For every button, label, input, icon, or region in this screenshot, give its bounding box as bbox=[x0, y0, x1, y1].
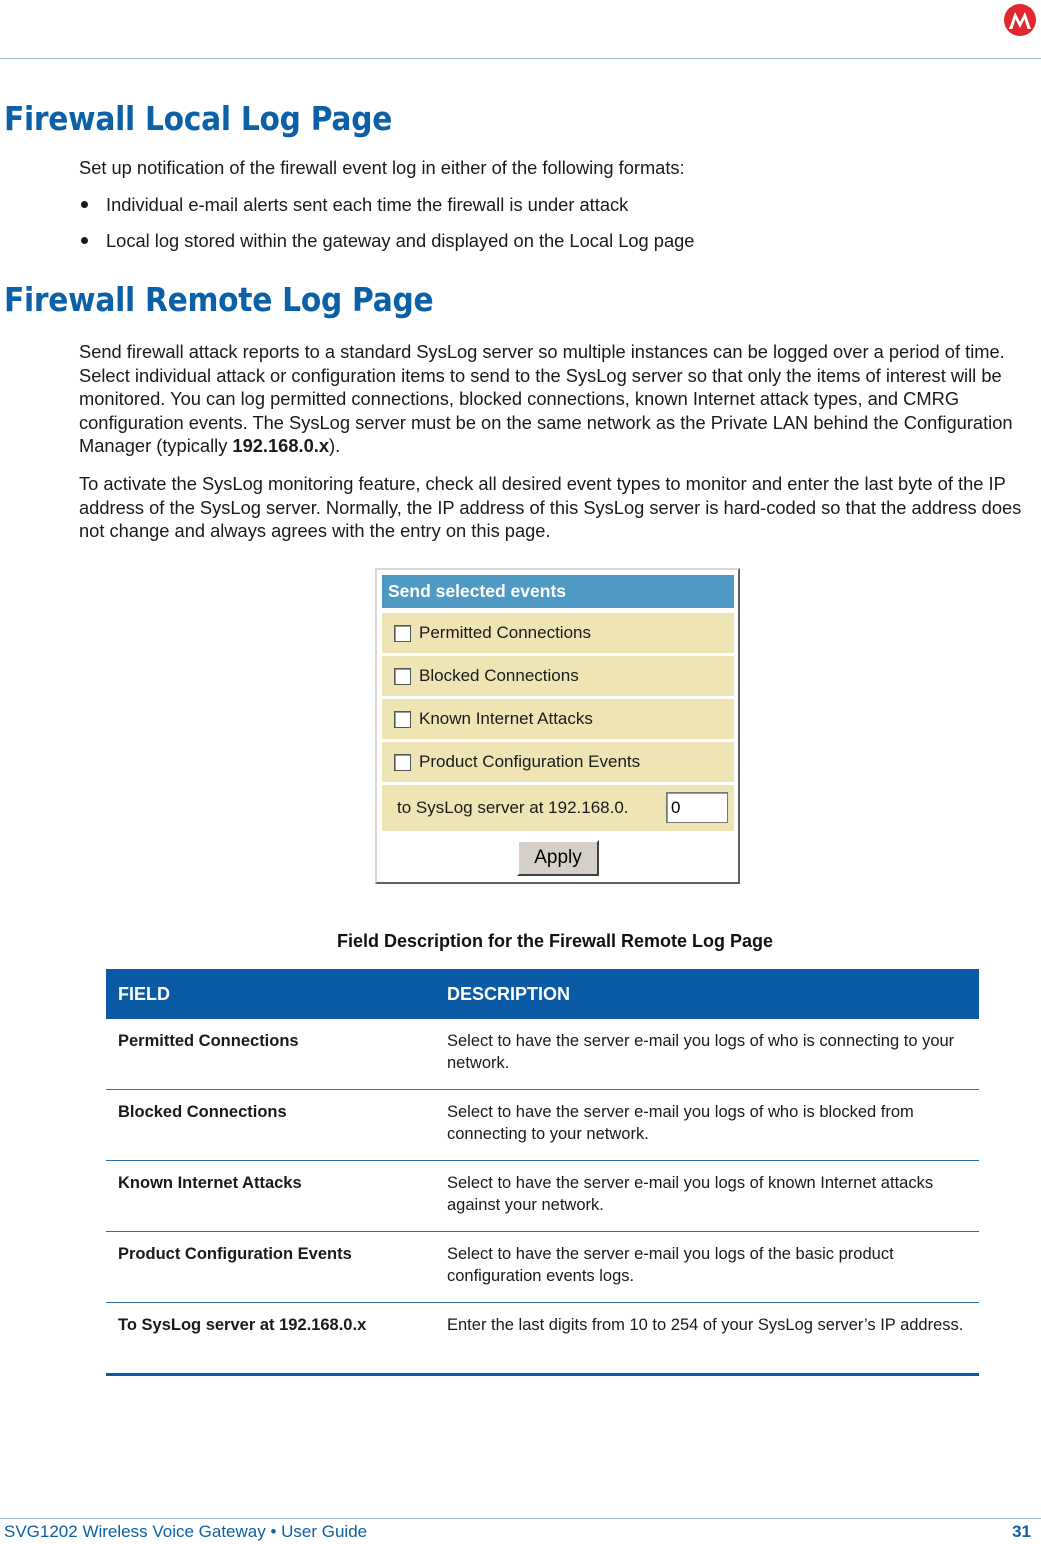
bullet-icon bbox=[81, 201, 88, 208]
footer-title: SVG1202 Wireless Voice Gateway • User Guide bbox=[4, 1522, 368, 1541]
local-log-intro: Set up notification of the firewall event log in either of the following formats: bbox=[79, 157, 685, 178]
table-row bbox=[106, 1019, 979, 1090]
field-description: Enter the last digits from 10 to 254 of your SysLog server’s IP address. bbox=[435, 1303, 979, 1375]
send-events-panel bbox=[375, 568, 740, 884]
syslog-label: to SysLog server at 192.168.0. bbox=[397, 798, 629, 817]
footer-divider bbox=[0, 1518, 1041, 1519]
field-description: Select to have the server e-mail you logs of known Internet attacks against your network. bbox=[435, 1161, 979, 1232]
event-label: Blocked Connections bbox=[419, 666, 579, 685]
bullet-item bbox=[79, 193, 628, 217]
field-description: Select to have the server e-mail you logs of who is blocked from connecting to your network. bbox=[435, 1090, 979, 1161]
field-name: To SysLog server at 192.168.0.x bbox=[106, 1303, 435, 1375]
bullet-text: Local log stored within the gateway and displayed on the Local Log page bbox=[106, 230, 695, 251]
paragraph-text: Send firewall attack reports to a standard SysLog server so multiple instances can be logged over a period of time. Select individual attack or configuration items to send to the SysLog server so that only the items of interest will be monitored. You can log permitted connections, blocked connections, known Internet attack types, and CMRG configuration events. The SysLog server must be on the same network as the Private LAN behind the Configuration Manager (typically bbox=[79, 341, 1013, 456]
bullet-icon bbox=[81, 237, 88, 244]
motorola-logo-icon bbox=[1004, 4, 1036, 36]
event-row-config[interactable] bbox=[382, 742, 734, 782]
permitted-connections-checkbox[interactable] bbox=[394, 625, 411, 642]
field-name: Permitted Connections bbox=[106, 1019, 435, 1090]
event-label: Product Configuration Events bbox=[419, 752, 641, 771]
event-label: Permitted Connections bbox=[419, 623, 591, 642]
page-number: 31 bbox=[1012, 1522, 1031, 1541]
syslog-ip-input[interactable] bbox=[666, 792, 728, 823]
table-header-row bbox=[106, 969, 979, 1019]
apply-button[interactable]: Apply bbox=[517, 840, 599, 876]
section-heading-remote-log: Firewall Remote Log Page bbox=[4, 280, 434, 319]
bullet-item bbox=[79, 229, 694, 253]
motorola-batwing-icon bbox=[1007, 9, 1033, 31]
field-description: Select to have the server e-mail you logs of who is connecting to your network. bbox=[435, 1019, 979, 1090]
event-label: Known Internet Attacks bbox=[419, 709, 593, 728]
section-heading-local-log: Firewall Local Log Page bbox=[4, 99, 393, 138]
header-field: FIELD bbox=[106, 969, 435, 1019]
ip-range-bold: 192.168.0.x bbox=[232, 435, 329, 456]
remote-log-paragraph-1 bbox=[79, 340, 1037, 458]
field-description-table bbox=[106, 969, 979, 1376]
event-row-attacks[interactable] bbox=[382, 699, 734, 739]
header-divider bbox=[0, 58, 1041, 59]
product-config-checkbox[interactable] bbox=[394, 754, 411, 771]
header-description: DESCRIPTION bbox=[435, 969, 979, 1019]
table-row bbox=[106, 1232, 979, 1303]
event-row-blocked[interactable] bbox=[382, 656, 734, 696]
table-row bbox=[106, 1090, 979, 1161]
field-name: Product Configuration Events bbox=[106, 1232, 435, 1303]
field-name: Blocked Connections bbox=[106, 1090, 435, 1161]
panel-title: Send selected events bbox=[382, 575, 734, 608]
table-row bbox=[106, 1161, 979, 1232]
field-name: Known Internet Attacks bbox=[106, 1161, 435, 1232]
bullet-text: Individual e-mail alerts sent each time the firewall is under attack bbox=[106, 194, 629, 215]
event-row-permitted[interactable] bbox=[382, 613, 734, 653]
known-attacks-checkbox[interactable] bbox=[394, 711, 411, 728]
field-description: Select to have the server e-mail you logs of the basic product configuration events logs. bbox=[435, 1232, 979, 1303]
paragraph-text-end: ). bbox=[329, 435, 341, 456]
table-caption: Field Description for the Firewall Remote Log Page bbox=[336, 931, 774, 951]
blocked-connections-checkbox[interactable] bbox=[394, 668, 411, 685]
table-row bbox=[106, 1303, 979, 1375]
remote-log-paragraph-2: To activate the SysLog monitoring feature, check all desired event types to monitor and enter the last byte of the IP address of the SysLog server. Normally, the IP address of this SysLog server is hard-coded so that the address does not change and always agrees with the entry on this page. bbox=[79, 473, 1022, 541]
